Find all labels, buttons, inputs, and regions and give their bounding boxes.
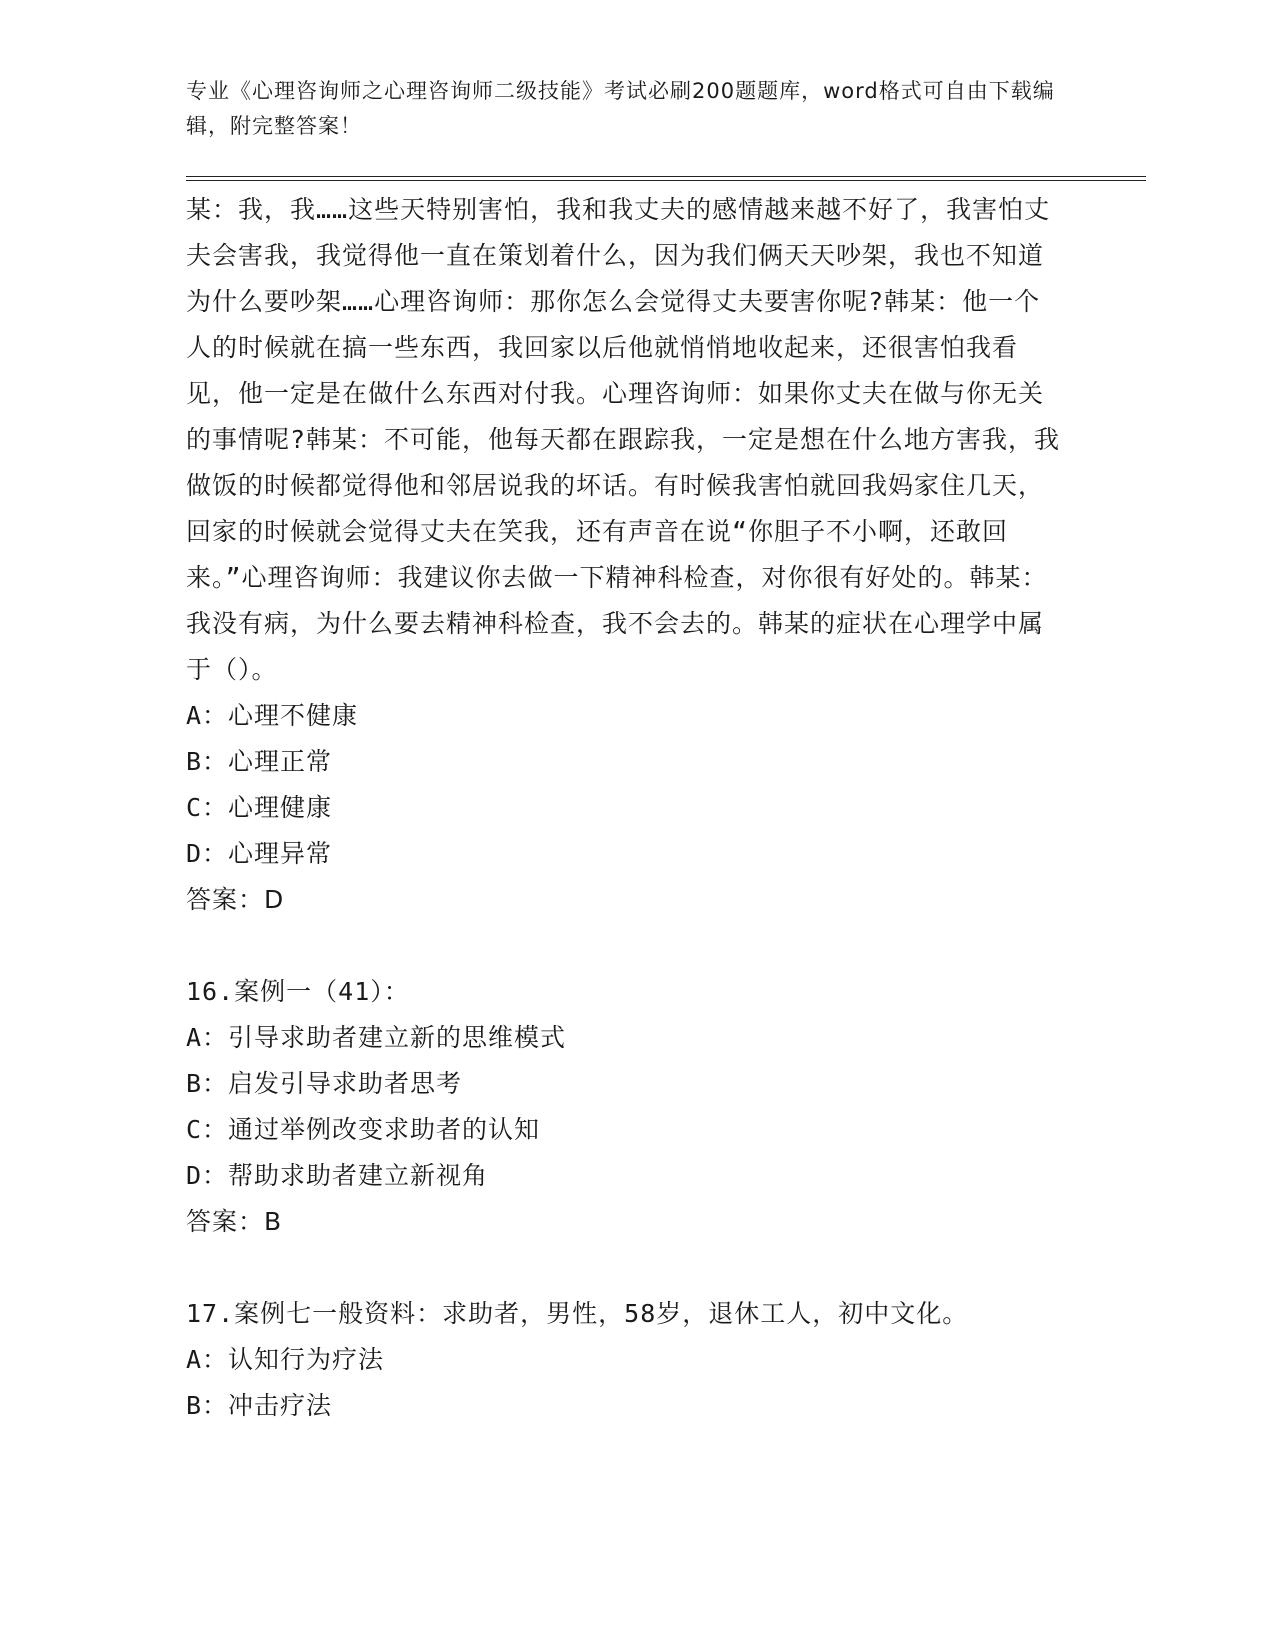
question-16 [186,969,1066,1245]
option-b: B：心理正常 [186,747,333,776]
option-c: C：心理健康 [186,793,333,822]
header-divider [186,176,1146,177]
option-d: D：帮助求助者建立新视角 [186,1161,489,1190]
option-c: C：通过举例改变求助者的认知 [186,1115,541,1144]
spacer [186,923,1066,969]
document-body [186,187,1066,1429]
option-b: B：冲击疗法 [186,1391,333,1420]
document-header: 专业《心理咨询师之心理咨询师二级技能》考试必刷200题题库，word格式可自由下载编辑，附完整答案！ [186,79,1055,138]
option-a: A：引导求助者建立新的思维模式 [186,1023,567,1052]
question-stem: 16.案例一（41）： [186,977,410,1006]
spacer [186,1245,1066,1291]
answer-line: 答案：D [186,885,285,914]
question-stem: 某：我，我……这些天特别害怕，我和我丈夫的感情越来越不好了，我害怕丈夫会害我，我觉得他一直在策划着什么，因为我们俩天天吵架，我也不知道为什么要吵架……心理咨询师：那你怎么会觉得丈夫要害你呢?韩某：他一个人的时候就在搞一些东西，我回家以后他就悄悄地收起来，还很害怕我看见，他一定是在做什么东西对付我。心理咨询师：如果你丈夫在做与你无关的事情呢?韩某：不可能，他每天都在跟踪我，一定是想在什么地方害我，我做饭的时候都觉得他和邻居说我的坏话。有时候我害怕就回我妈家住几天，回家的时候就会觉得丈夫在笑我，还有声音在说“你胆子不小啊，还敢回来。”心理咨询师：我建议你去做一下精神科检查，对你很有好处的。韩某：我没有病，为什么要去精神科检查，我不会去的。韩某的症状在心理学中属于（）。 [186,195,1061,684]
question-stem: 17.案例七一般资料：求助者，男性，58岁，退休工人，初中文化。 [186,1299,969,1328]
question-15 [186,187,1066,923]
option-a: A：心理不健康 [186,701,359,730]
question-17 [186,1291,1066,1429]
option-a: A：认知行为疗法 [186,1345,385,1374]
option-b: B：启发引导求助者思考 [186,1069,463,1098]
answer-line: 答案：B [186,1207,283,1236]
option-d: D：心理异常 [186,839,333,868]
